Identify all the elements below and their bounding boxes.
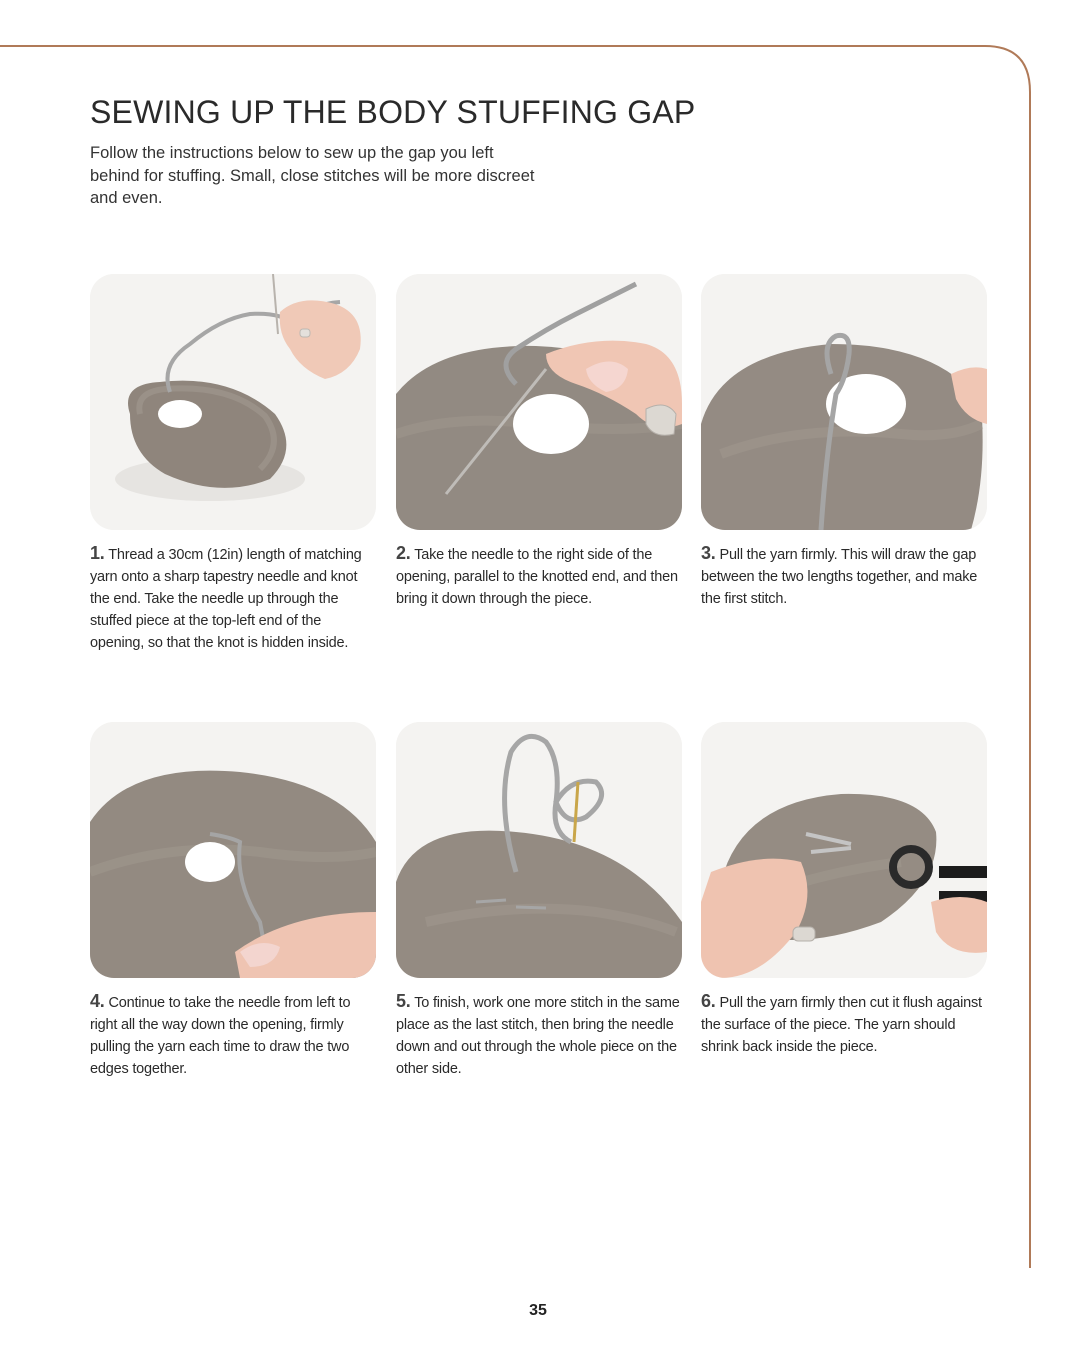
step-5-caption (396, 990, 684, 1080)
step-2-caption (396, 542, 684, 610)
step-1-photo (90, 274, 376, 530)
step-5 (396, 722, 684, 1080)
step-text: Thread a 30cm (12in) length of matching yarn onto a sharp tapestry needle and knot the end. Take the needle up through the stuffed piece at the top-left end of the opening, so that the knot is hidden inside. (90, 547, 362, 651)
step-number: 3. (701, 543, 716, 563)
step-2-photo (396, 274, 682, 530)
step-3-caption (701, 542, 989, 610)
step-4-photo (90, 722, 376, 978)
step-text: Take the needle to the right side of the opening, parallel to the knotted end, and then bring it down through the piece. (396, 547, 678, 607)
step-number: 4. (90, 991, 105, 1011)
step-text: Pull the yarn firmly then cut it flush against the surface of the piece. The yarn should shrink back inside the piece. (701, 995, 982, 1055)
step-6-photo (701, 722, 987, 978)
step-1 (90, 274, 378, 654)
step-text: Pull the yarn firmly. This will draw the gap between the two lengths together, and make the first stitch. (701, 547, 978, 607)
step-4-caption (90, 990, 378, 1080)
step-text: Continue to take the needle from left to right all the way down the opening, firmly pulling the yarn each time to draw the two edges together. (90, 995, 351, 1077)
page-number: 35 (529, 1302, 547, 1319)
step-1-caption (90, 542, 378, 654)
page-title: SEWING UP THE BODY STUFFING GAP (90, 94, 696, 130)
step-2 (396, 274, 684, 610)
step-number: 2. (396, 543, 411, 563)
step-4 (90, 722, 378, 1080)
step-3-photo (701, 274, 987, 530)
step-5-photo (396, 722, 682, 978)
step-3 (701, 274, 989, 610)
step-text: To finish, work one more stitch in the same place as the last stitch, then bring the needle down and out through the whole piece on the other side. (396, 995, 680, 1077)
intro-text: Follow the instructions below to sew up the gap you left behind for stuffing. Small, close stitches will be more discreet and even. (90, 144, 535, 207)
step-6-caption (701, 990, 989, 1058)
step-number: 5. (396, 991, 411, 1011)
step-6 (701, 722, 989, 1058)
step-number: 6. (701, 991, 716, 1011)
step-number: 1. (90, 543, 105, 563)
